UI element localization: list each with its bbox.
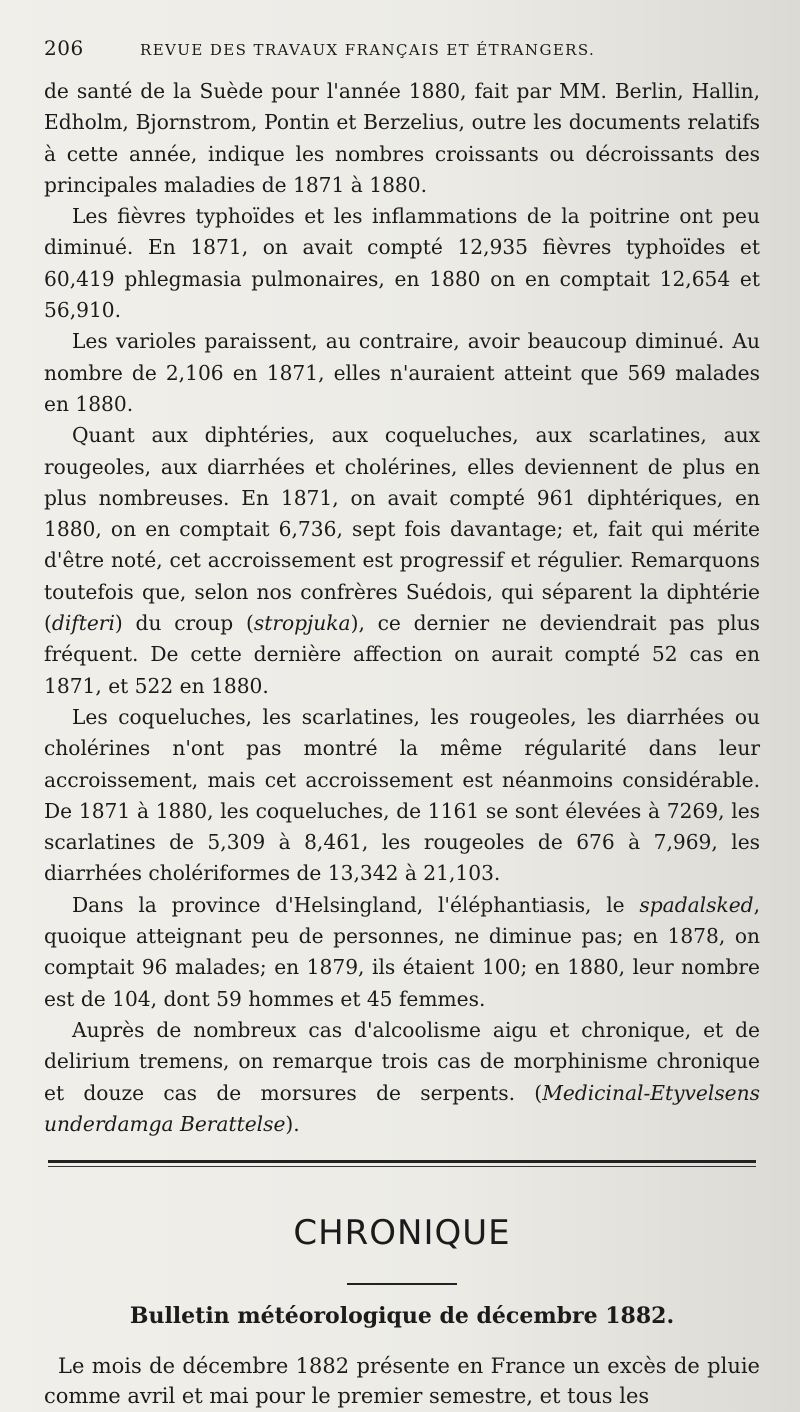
paragraph-7-italic: Medicinal-Etyvelsens underdamga Berattelse [44, 1080, 760, 1136]
paragraph-4 [44, 420, 760, 702]
paragraph-2-text: Les fièvres typhoïdes et les inflammations de la poitrine ont peu diminué. En 1871, on avait compté 12,935 fièvres typhoïdes et 60,419 phlegmasia pulmonaires, en 1880 on en comptait 12,654 et 56,910. [44, 204, 760, 323]
paragraph-2 [44, 201, 760, 326]
divider-thin-rule [48, 1166, 756, 1167]
running-head: REVUE DES TRAVAUX FRANÇAIS ET ÉTRANGERS. [140, 41, 596, 59]
title-underline-rule [347, 1283, 457, 1285]
paragraph-4-text-b: ) du croup ( [114, 611, 254, 636]
section-subtitle: Bulletin météorologique de décembre 1882. [129, 1303, 675, 1330]
page-header [44, 36, 760, 76]
paragraph-4-text-c: ), ce dernier ne deviendrait pas plus fréquent. De cette dernière affection on aurait compté 52 cas en 1871, et 522 en 1880. [44, 611, 760, 698]
paragraph-4-italic-2: stropjuka [253, 611, 351, 636]
divider-thick-rule [48, 1160, 756, 1163]
paragraph-7 [44, 1015, 760, 1140]
paragraph-1-text: de santé de la Suède pour l'année 1880, fait par MM. Berlin, Hallin, Edholm, Bjornstrom, Pontin et Berzelius, outre les documents relatifs à cette année, indique les nombres croissants ou décroissants des principales maladies de 1871 à 1880. [44, 79, 760, 197]
paragraph-7-text-b: ). [285, 1111, 300, 1136]
paragraph-6-italic: spadalsked [639, 892, 754, 917]
article-body [44, 76, 760, 1140]
page-number: 206 [44, 36, 84, 60]
intro-paragraph: Le mois de décembre 1882 présente en France un excès de pluie comme avril et mai pour le premier semestre, et tous les [44, 1354, 760, 1409]
paragraph-7-text-a: Auprès de nombreux cas d'alcoolisme aigu et chronique, et de delirium tremens, on remarque trois cas de morphinisme chronique et douze cas de morsures de serpents. ( [44, 1017, 760, 1105]
section-divider [48, 1160, 756, 1167]
paragraph-3 [44, 326, 760, 420]
paragraph-5-text: Les coqueluches, les scarlatines, les rougeoles, les diarrhées ou cholérines n'ont pas montré la même régularité dans leur accroissement, mais cet accroissement est néanmoins considérable. De 1871 à 1880, les coqueluches, de 1161 se sont élevées à 7269, les scarlatines de 5,309 à 8,461, les rougeoles de 676 à 7,969, les diarrhées cholériformes de 13,342 à 21,103. [44, 704, 760, 886]
paragraph-3-text: Les varioles paraissent, au contraire, avoir beaucoup diminué. Au nombre de 2,106 en 1871, elles n'auraient atteint que 569 malades en 1880. [44, 329, 760, 416]
paragraph-6 [44, 890, 760, 1015]
section-title: CHRONIQUE [293, 1213, 511, 1254]
paragraph-4-italic-1: difteri [51, 611, 115, 636]
paragraph-4-text-a: Quant aux diphtéries, aux coqueluches, aux scarlatines, aux rougeoles, aux diarrhées et cholérines, elles deviennent de plus en plus nombreuses. En 1871, on avait compté 961 diphtériques, en 1880, on en comptait 6,736, sept fois davantage; et, fait qui mérite d'être noté, cet accroissement est progressif et régulier. Remarquons toutefois que, selon nos confrères Suédois, qui séparent la diphtérie ( [44, 423, 760, 636]
paragraph-1 [44, 76, 760, 201]
paragraph-5 [44, 702, 760, 890]
paragraph-6-text-b: , quoique atteignant peu de personnes, ne diminue pas; en 1878, on comptait 96 malades; en 1879, ils étaient 100; en 1880, leur nombre est de 104, dont 59 hommes et 45 femmes. [44, 892, 760, 1011]
section-intro [44, 1351, 760, 1411]
paragraph-6-text-a: Dans la province d'Helsingland, l'éléphantiasis, le [72, 892, 640, 917]
